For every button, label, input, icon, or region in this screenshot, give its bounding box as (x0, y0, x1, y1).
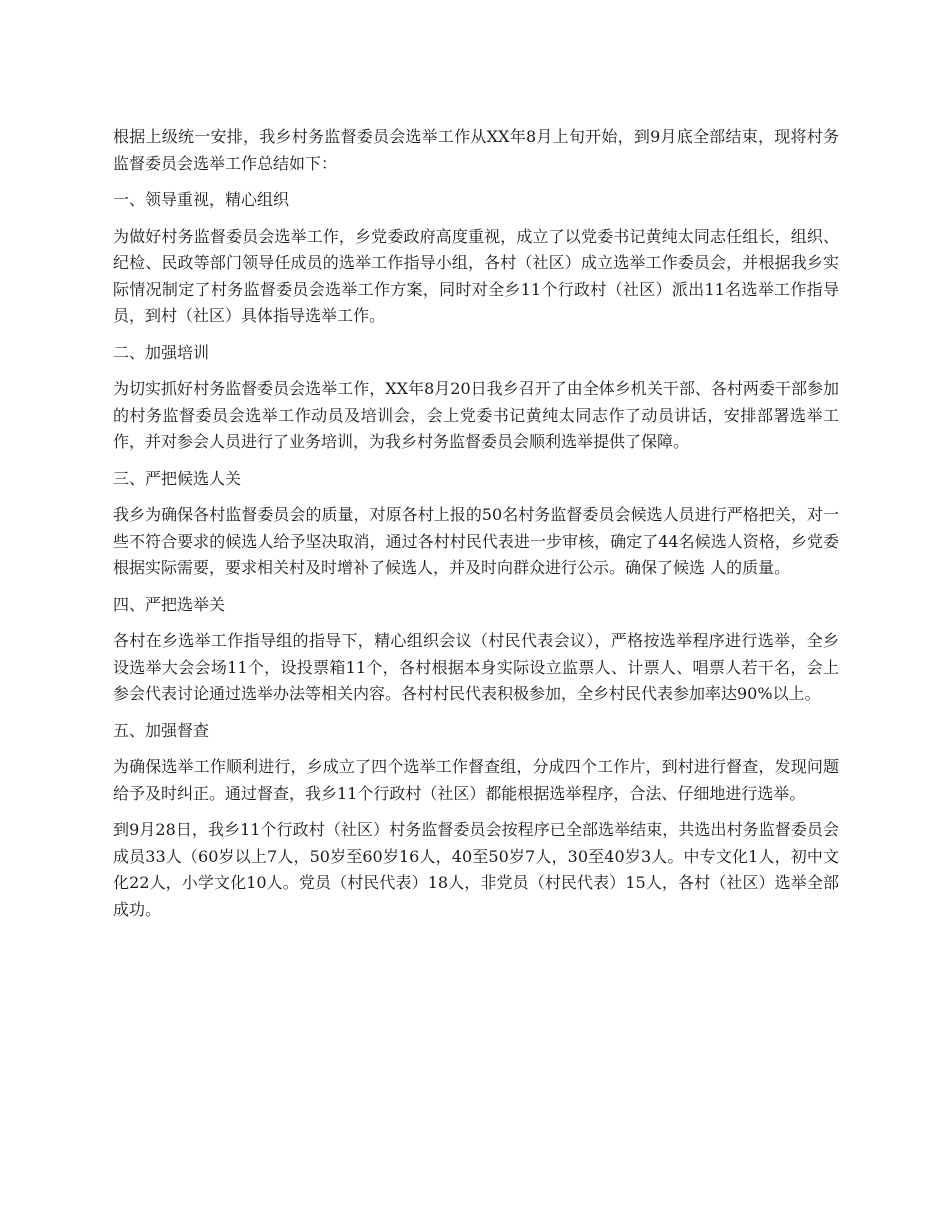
intro-paragraph: 根据上级统一安排，我乡村务监督委员会选举工作从XX年8月上旬开始，到9月底全部结束，现将村务监督委员会选举工作总结如下： (113, 127, 839, 173)
section-heading-3: 三、严把候选人关 (113, 468, 242, 488)
section-body-3: 我乡为确保各村监督委员会的质量，对原各村上报的50名村务监督委员会候选人员进行严格把关，对一些不符合要求的候选人给予坚决取消，通过各村村民代表进一步审核，确定了44名候选人资格，乡党委根据实际需要，要求相关村及时增补了候选人，并及时向群众进行公示。确保了候选 人的质量。 (113, 505, 839, 577)
section-body-2: 为切实抓好村务监督委员会选举工作，XX年8月20日我乡召开了由全体乡机关干部、各村两委干部参加的村务监督委员会选举工作动员及培训会，会上党委书记黄纯太同志作了动员讲话，安排部署选举工作，并对参会人员进行了业务培训，为我乡村务监督委员会顺利选举提供了保障。 (113, 379, 839, 451)
document-body (113, 124, 839, 933)
section-body-5: 为确保选举工作顺利进行，乡成立了四个选举工作督查组，分成四个工作片，到村进行督查，发现问题给予及时纠正。通过督查，我乡11个行政村（社区）都能根据选举程序，合法、仔细地进行选举。 (113, 757, 839, 803)
section-heading-4: 四、严把选举关 (113, 594, 226, 614)
section-heading-2: 二、加强培训 (113, 342, 210, 362)
section-body-4: 各村在乡选举工作指导组的指导下，精心组织会议（村民代表会议），严格按选举程序进行选举，全乡设选举大会会场11个，设投票箱11个，各村根据本身实际设立监票人、计票人、唱票人若干名，会上参会代表讨论通过选举办法等相关内容。各村村民代表积极参加，全乡村民代表参加率达90%以上。 (113, 631, 839, 703)
section-heading-1: 一、领导重视，精心组织 (113, 190, 290, 209)
section-body-1: 为做好村务监督委员会选举工作，乡党委政府高度重视，成立了以党委书记黄纯太同志任组长，组织、纪检、民政等部门领导任成员的选举工作指导小组，各村（社区）成立选举工作委员会，并根据我乡实际情况制定了村务监督委员会选举工作方案，同时对全乡11个行政村（社区）派出11名选举工作指导员，到村（社区）具体指导选举工作。 (113, 226, 839, 325)
conclusion-paragraph: 到9月28日，我乡11个行政村（社区）村务监督委员会按程序已全部选举结束，共选出村务监督委员会成员33人（60岁以上7人，50岁至60岁16人，40至50岁7人，30至40岁3人。中专文化1人，初中文化22人，小学文化10人。党员（村民代表）18人，非党员（村民代表）15人，各村（社区）选举全部成功。 (113, 820, 839, 919)
section-heading-5: 五、加强督查 (113, 720, 210, 740)
